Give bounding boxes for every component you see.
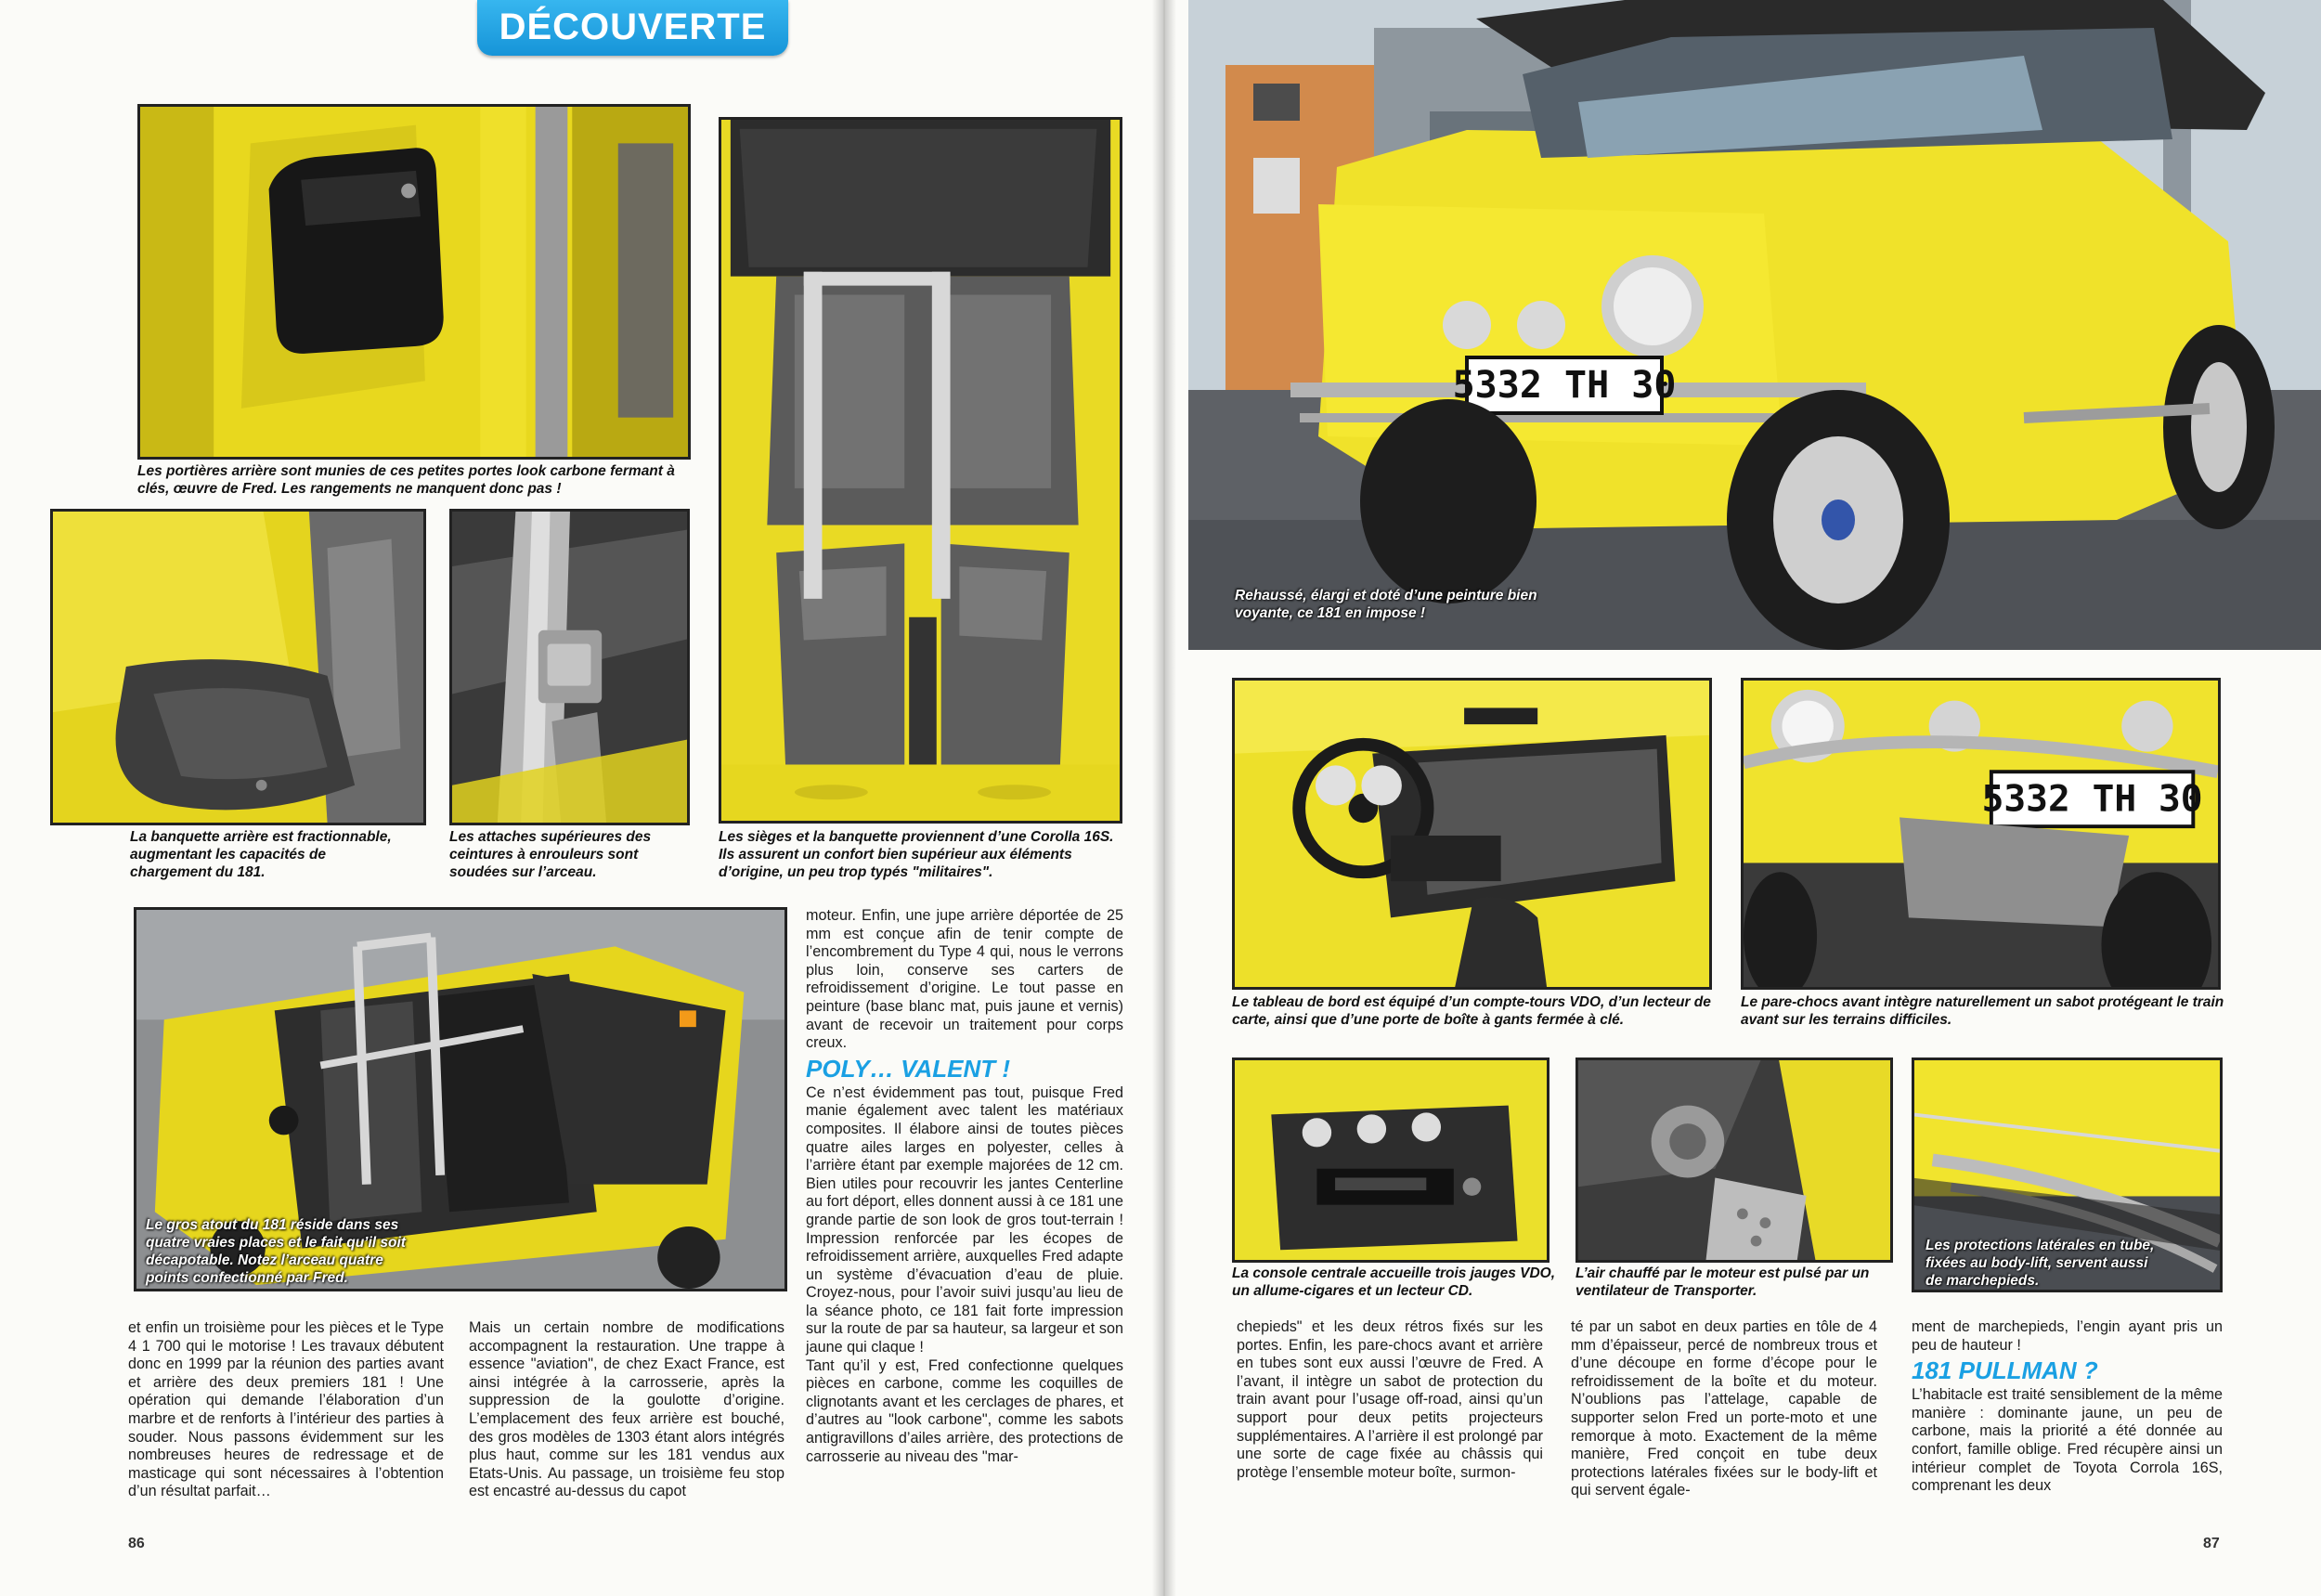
right-col-1 <box>1237 1318 1543 1482</box>
caption-doors: Les portières arrière sont munies de ces petites portes look carbone fermant à clés, œuvre de Fred. Les rangements ne manquent donc pas ! <box>137 463 675 497</box>
right-col-3-top: ment de marchepieds, l’engin ayant pris un peu de hauteur ! <box>1912 1318 2223 1354</box>
heading-poly-valent: POLY… VALENT ! <box>806 1054 1011 1083</box>
photo-hero-car <box>1188 0 2321 650</box>
page-number-left: 86 <box>128 1536 145 1551</box>
hero-plate-text: 5332 TH 30 <box>1452 364 1677 407</box>
right-col-2 <box>1571 1318 1877 1500</box>
page-gutter <box>1152 0 1176 1596</box>
rubric-tag: DÉCOUVERTE <box>477 0 788 56</box>
caption-dashboard: Le tableau de bord est équipé d’un compte-tours VDO, d’un lecteur de carte, ainsi que d’une porte de boîte à gants fermée à clé. <box>1232 994 1711 1028</box>
photo-rear-bench <box>50 509 426 825</box>
page-number-right: 87 <box>2203 1536 2220 1551</box>
caption-heater: L’air chauffé par le moteur est pulsé par un ventilateur de Transporter. <box>1575 1265 1870 1299</box>
caption-seats: Les sièges et la banquette proviennent d’une Corolla 16S. Ils assurent un confort bien supérieur aux éléments d’origine, un peu trop typés "militaires". <box>719 829 1114 880</box>
right-page <box>1163 0 2321 1596</box>
photo-rollbar-overhead <box>134 907 787 1291</box>
heading-pullman: 181 PULLMAN ? <box>1912 1356 2098 1385</box>
left-col-after-heading: Ce n’est évidemment pas tout, puisque Fred manie également avec talent les matériaux composites. Il élabore ainsi de toutes pièces quatre ailes larges en polyester, celles à l’arrière étant par exemple majorées de 12 cm. Bien utiles pour recouvrir les jantes Centerline au fort déport, elles donnent aussi à ce 181 une grande partie de son look de gros tout-terrain ! Impression renforcée par les écopes de refroidissement arrière, auxquelles Fred adapte un système d’évacuation d’eau de pluie. Croyez-nous, pour l’avoir suivi jusqu’au lieu de la séance photo, ce 181 fait forte impression sur la route de par sa hauteur, sa largeur et son jaune qui claque ! <box>806 1083 1123 1356</box>
caption-console: La console centrale accueille trois jauges VDO, un allume-cigares et un lecteur CD. <box>1232 1265 1556 1299</box>
left-col3-bottom: Tant qu’il y est, Fred confectionne quelques pièces en carbone, comme les coquilles de clignotants avant et les cerclages de phares, et d’autres au "look carbone", comme les sabots antigravillons d’ailes arrière, des protections de carrosserie au niveau des "mar- <box>806 1356 1123 1465</box>
right-col-3 <box>1912 1318 2223 1496</box>
right-col-1-text: chepieds" et les deux rétros fixés sur les portes. Enfin, les pare-chocs avant et arrière en tubes sont eux aussi l’œuvre de Fred. A l’avant, il intègre un sabot de protection du train avant pour l’usage off-road, ainsi qu’un support pour deux petits projecteurs supplémentaires. A l’arrière il est prolongé par une sorte de cage fixée au châssis qui protège l’ensemble moteur boîte, surmon- <box>1237 1318 1543 1481</box>
photo-belt-mount <box>449 509 690 825</box>
left-col-1-text: et enfin un troisième pour les pièces et le Type 4 1 700 qui le motorise ! Les travaux débutent donc en 1999 par la réunion des parties avant et arrière des deux premiers 181 ! Une opération qui demande l’élaboration d’un marbre et de renforts à l’intérieur des parties à souder. Nous passons évidemment sur les nombreuses heures de redressage et de masticage qui sont nécessaires à l’obtention d’un résultat parfait… <box>128 1319 444 1500</box>
bumper-plate-text: 5332 TH 30 <box>1981 777 2203 821</box>
left-col-2-text: Mais un certain nombre de modifications accompagnent la restauration. Une trappe à essence "aviation", de chez Exact France, est ainsi intégrée à la carrosserie, après la suppression de la goulotte d’origine. L’emplacement des feux arrière est bouché, des gros modèles de 1303 étant alors intégrés plus haut, comme sur les 181 vendus aux Etats-Unis. Au passage, un troisième feu stop est encastré au-dessus du capot <box>469 1319 784 1500</box>
right-col-2-text: té par un sabot en deux parties en tôle de 4 mm d’épaisseur, percé de nombreux trous et d’une découpe en forme d’écope pour le refroidissement de la boîte et du moteur. N’oublions pas l’attelage, capable de supporter selon Fred un porte-moto et une remorque à moto. Exactement de la même manière, Fred conçoit en tube deux protections latérales fixées sur le body-lift et qui servent égale- <box>1571 1318 1877 1499</box>
caption-rollbar: Le gros atout du 181 réside dans ses quatre vraies places et le fait qu’il soit décapotable. Notez l’arceau quatre points confectionné par Fred. <box>146 1217 406 1286</box>
caption-belts: Les attaches supérieures des ceintures à enrouleurs sont soudées sur l’arceau. <box>449 829 652 880</box>
left-col-top <box>806 907 1123 1466</box>
photo-door-compartment <box>137 104 691 460</box>
photo-dashboard <box>1232 678 1712 990</box>
caption-side: Les protections latérales en tube, fixées au body-lift, servent aussi de marchepieds. <box>1926 1238 2155 1289</box>
left-col-top-text: moteur. Enfin, une jupe arrière déportée de 25 mm est conçue afin de tenir compte de l’encombrement du Type 4 qui, nous le verrons plus loin, conserve ses carters de refroidissement d’origine. Le tout passe en peinture (base blanc mat, puis jaune et vernis) avant de recevoir un traitement pour corps creux. <box>806 907 1123 1052</box>
caption-bumper: Le pare-chocs avant intègre naturellement un sabot protégeant le train avant sur les terrains difficiles. <box>1741 994 2224 1028</box>
photo-bumper <box>1741 678 2221 990</box>
left-col-1 <box>128 1319 444 1501</box>
caption-bench: La banquette arrière est fractionnable, augmentant les capacités de chargement du 181. <box>130 829 392 880</box>
photo-heater <box>1575 1058 1893 1263</box>
caption-hero: Rehaussé, élargi et doté d’une peinture bien voyante, ce 181 en impose ! <box>1235 588 1537 621</box>
photo-side-protection <box>1912 1058 2223 1292</box>
photo-seats <box>719 117 1122 824</box>
right-col-3-bottom: L’habitacle est traité sensiblement de la même manière : dominante jaune, un peu de carbone, mais la priorité a été donnée au confort, famille oblige. Fred récupère ainsi un intérieur complet de Toyota Corrola 16S, comprenant les deux <box>1912 1386 2223 1495</box>
left-col-2 <box>469 1319 784 1501</box>
photo-console <box>1232 1058 1549 1263</box>
